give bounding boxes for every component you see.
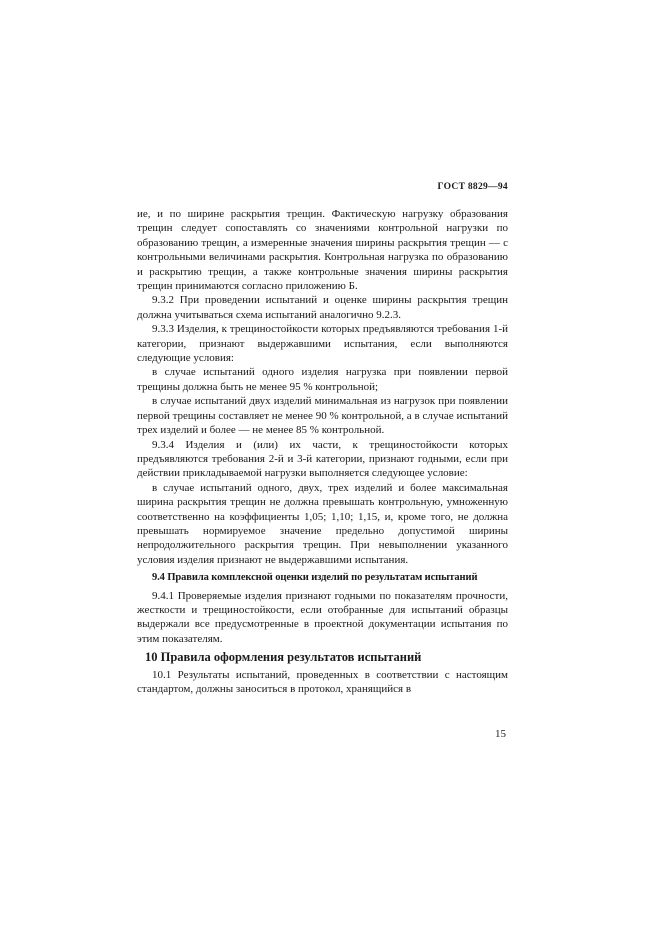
body-text <box>137 207 508 696</box>
heading-10: 10 Правила оформления результатов испытаний <box>145 650 422 665</box>
paragraph-9-3-3-a: в случае испытаний одного изделия нагрузка при появлении первой трещины должна быть не менее 95 % контрольной; <box>137 366 508 393</box>
paragraph-9-3-3: 9.3.3 Изделия, к трещиностойкости которых предъявляются требования 1-й категории, признают выдержавшими испытания, если выполняются следующие условия: <box>137 323 508 365</box>
paragraph-9-3-2: 9.3.2 При проведении испытаний и оценке ширины раскрытия трещин должна учитываться схема испытаний аналогично 9.2.3. <box>137 294 508 321</box>
paragraph-9-3-3-b: в случае испытаний двух изделий минимальная из нагрузок при появлении первой трещины составляет не менее 90 % контрольной, а в случае испытаний трех изделий и более — не менее 85 % контрольной. <box>137 395 508 437</box>
paragraph-9-3-4: 9.3.4 Изделия и (или) их части, к трещиностойкости которых предъявляются требования 2-й и 3-й категории, признают годными, если при действии прикладываемой нагрузки выполняется следующее условие: <box>137 438 508 480</box>
paragraph-9-4-1: 9.4.1 Проверяемые изделия признают годными по показателям прочности, жесткости и трещиностойкости, если отобранные для испытаний образцы выдержали все предусмотренные в проектной документации испытания по этим показателям. <box>137 589 508 645</box>
paragraph-10-1: 10.1 Результаты испытаний, проведенных в соответствии с настоящим стандартом, должны заноситься в протокол, хранящийся в <box>137 668 508 695</box>
document-code: ГОСТ 8829—94 <box>437 182 508 192</box>
paragraph-9-3-4-a: в случае испытаний одного, двух, трех изделий и более максимальная ширина раскрытия трещин не должна превышать контрольную, умноженную соответственно на коэффициенты 1,05; 1,10; 1,15, и, кроме того, не должна превышать нормируемое значение предельно допустимой ширины непродолжительного раскрытия трещин. При невыполнении указанного условия изделия признают не выдержавшими испытания. <box>137 481 508 566</box>
page-number: 15 <box>495 728 506 740</box>
paragraph-intro: ие, и по ширине раскрытия трещин. Фактическую нагрузку образования трещин следует сопоставлять со значениями контрольной нагрузки по образованию трещин, а измеренные значения ширины раскрытия трещин — с контрольными величинами раскрытия. Контрольная нагрузка по образованию и раскрытию трещин, а также контрольные значения ширины раскрытия трещин принимаются согласно приложению Б. <box>137 208 508 293</box>
heading-9-4: 9.4 Правила комплексной оценки изделий по результатам испытаний <box>152 572 478 584</box>
